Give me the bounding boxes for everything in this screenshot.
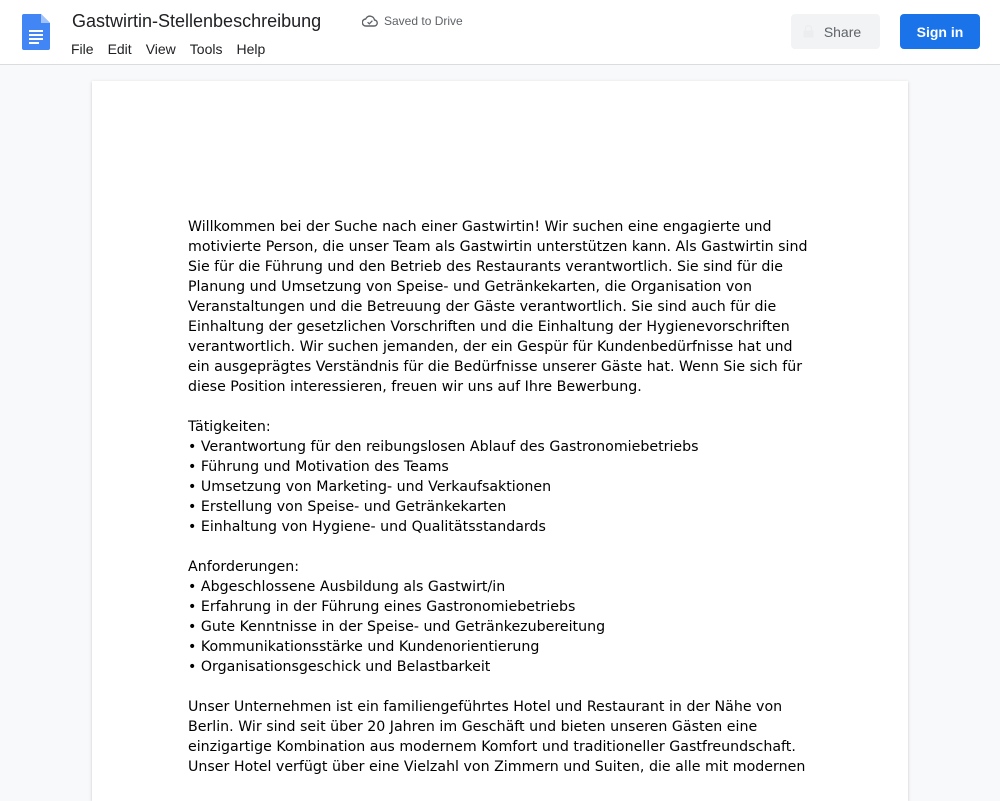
share-button[interactable] — [791, 14, 880, 49]
save-status-label: Saved to Drive — [384, 14, 463, 28]
list-item: • Erfahrung in der Führung eines Gastronomiebetriebs — [188, 599, 576, 615]
tasks-heading: Tätigkeiten: — [188, 419, 271, 435]
list-item: • Erstellung von Speise- und Getränkekarten — [188, 499, 507, 515]
share-button-label: Share — [823, 23, 862, 40]
menu-bar — [64, 39, 272, 59]
lock-icon — [803, 25, 814, 38]
intro-paragraph: Willkommen bei der Suche nach einer Gastwirtin! Wir suchen eine engagierte und motivierte Person, die unser Team als Gastwirtin unterstützen kann. Als Gastwirtin sind Sie für die Führung und den Betrieb des Restaurants verantwortlich. Sie sind für die Planung und Umsetzung von Speise- und Getränkekarten, die Organisation von Veranstaltungen und die Betreuung der Gäste verantwortlich. Sie sind auch für die Einhaltung der gesetzlichen Vorschriften und die Einhaltung der Hygienevorschriften verantwortlich. Wir suchen jemanden, der ein Gespür für Kundenbedürfnisse hat und ein ausgeprägtes Verständnis für die Bedürfnisse unserer Gäste hat. Wenn Sie sich für diese Position interessieren, freuen wir uns auf Ihre Bewerbung. — [188, 219, 808, 395]
google-docs-logo-icon[interactable] — [22, 14, 50, 50]
list-item: • Verantwortung für den reibungslosen Ablauf des Gastronomiebetriebs — [188, 439, 699, 455]
menu-edit[interactable]: Edit — [107, 41, 132, 57]
save-status — [362, 14, 463, 28]
requirements-heading: Anforderungen: — [188, 559, 300, 575]
menu-help[interactable]: Help — [236, 41, 266, 57]
list-item: • Abgeschlossene Ausbildung als Gastwirt/in — [188, 579, 506, 595]
requirements-list — [188, 577, 818, 677]
list-item: • Organisationsgeschick und Belastbarkeit — [188, 659, 491, 675]
list-item: • Führung und Motivation des Teams — [188, 459, 449, 475]
menu-view[interactable]: View — [145, 41, 176, 57]
cloud-done-icon — [362, 15, 378, 27]
document-title[interactable]: Gastwirtin-Stellenbeschreibung — [72, 11, 322, 31]
menu-file[interactable]: File — [71, 41, 94, 57]
list-item: • Gute Kenntnisse in der Speise- und Getränkezubereitung — [188, 619, 606, 635]
tasks-list — [188, 437, 818, 537]
sign-in-button[interactable]: Sign in — [900, 14, 980, 49]
document-body[interactable] — [188, 217, 818, 797]
document-page — [92, 81, 908, 801]
list-item: • Kommunikationsstärke und Kundenorientierung — [188, 639, 540, 655]
app-header — [0, 0, 1000, 65]
company-paragraph: Unser Unternehmen ist ein familiengeführtes Hotel und Restaurant in der Nähe von Berlin. Wir sind seit über 20 Jahren im Geschäft und bieten unseren Gästen eine einzigartige Kombination aus modernem Komfort und traditioneller Gastfreundschaft. Unser Hotel verfügt über eine Vielzahl von Zimmern und Suiten, die alle mit modernen — [188, 699, 806, 775]
list-item: • Umsetzung von Marketing- und Verkaufsaktionen — [188, 479, 552, 495]
menu-tools[interactable]: Tools — [189, 41, 223, 57]
list-item: • Einhaltung von Hygiene- und Qualitätsstandards — [188, 519, 546, 535]
